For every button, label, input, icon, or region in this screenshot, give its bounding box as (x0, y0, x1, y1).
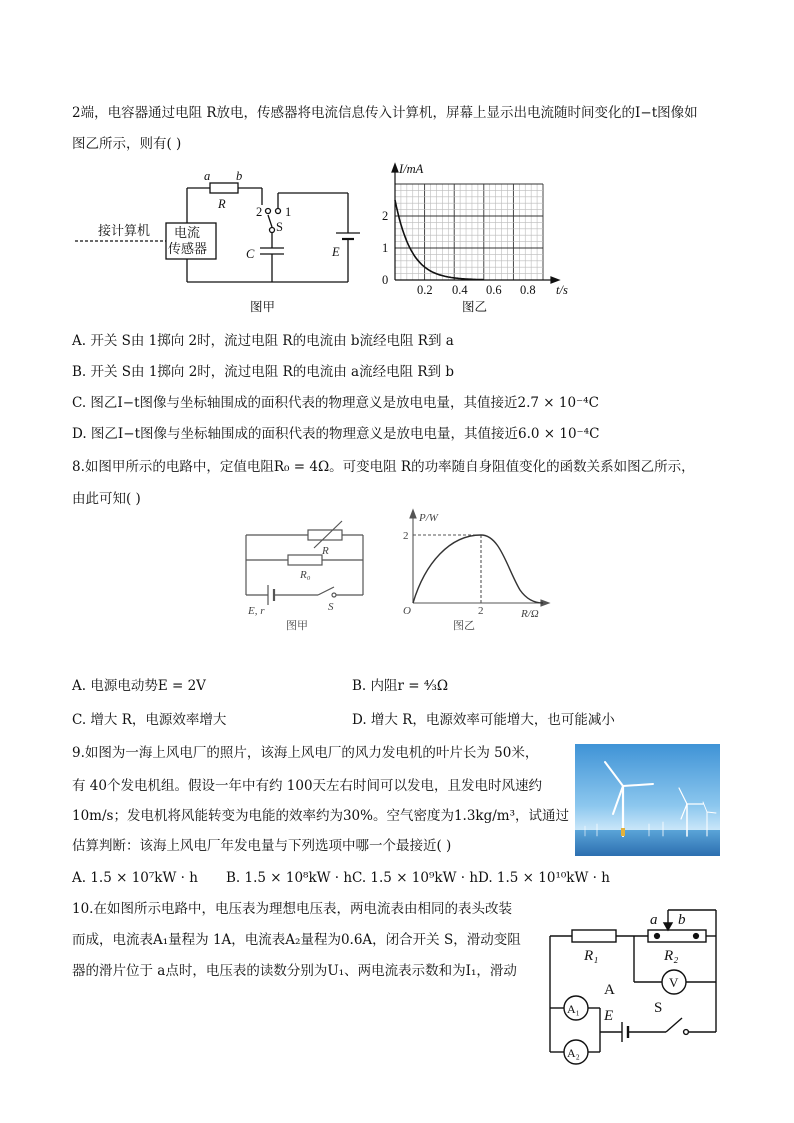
q7-xlabel: t/s (556, 283, 568, 297)
q10-label-b: b (678, 912, 686, 928)
q7-sensor-line2: 传感器 (168, 241, 208, 256)
q8-label-S: S (328, 601, 334, 613)
q7-circuit-diagram (70, 165, 370, 315)
q8-stem-line2: 由此可知( ) (72, 491, 141, 507)
q7-xtick-0.4: 0.4 (452, 283, 468, 297)
q10-ammeter-A2: A₂ (567, 1046, 580, 1060)
q9-stem-line2: 有 40个发电机组。假设一年中有约 100天左右时间可以发电，且发电时风速约 (72, 778, 543, 794)
q7-label-E: E (332, 245, 340, 259)
q8-label-Er: E, r (248, 605, 265, 617)
q8-ylabel: P/W (419, 512, 438, 524)
q8-fig-left-caption: 图甲 (286, 620, 308, 632)
q7-option-a: A. 开关 S由 1掷向 2时，流过电阻 R的电流由 b流经电阻 R到 a (72, 333, 454, 349)
q7-it-graph (370, 160, 590, 300)
q8-option-a: A. 电源电动势E = 2V (72, 678, 206, 694)
q10-label-R2: R₂ (664, 948, 679, 964)
q9-stem-line4: 估算判断：该海上风电厂年发电量与下列选项中哪一个最接近( ) (72, 838, 452, 854)
q10-stem-line2: 而成，电流表A₁量程为 1A，电流表A₂量程为0.6A，闭合开关 S，滑动变阻 (72, 932, 521, 948)
q7-label-R: R (218, 197, 226, 211)
q7-computer-label: 接计算机 (98, 223, 151, 238)
q10-label-S: S (654, 1000, 663, 1016)
q7-ytick-1: 1 (382, 241, 389, 255)
q10-stem-line3: 器的滑片位于 a点时，电压表的读数分别为U₁、两电流表示数和为I₁，滑动 (72, 963, 517, 979)
q10-circuit-diagram (538, 900, 728, 1070)
q8-xtick: 2 (478, 605, 484, 617)
q7-sensor-line1: 电流 (174, 225, 201, 240)
q7-intro-line1: 2端，电容器通过电阻 R放电，传感器将电流信息传入计算机，屏幕上显示出电流随时间变化的I−t图像如 (72, 105, 698, 121)
q7-fig-right-caption: 图乙 (462, 299, 488, 314)
q9-option-c: C. 1.5 × 10⁹kW · h (352, 870, 479, 886)
q7-label-b: b (236, 169, 243, 183)
q7-option-d: D. 图乙I−t图像与坐标轴围成的面积代表的物理意义是放电电量，其值接近6.0 × 10⁻⁴C (72, 426, 600, 442)
q7-option-b: B. 开关 S由 1掷向 2时，流过电阻 R的电流由 a流经电阻 R到 b (72, 364, 454, 380)
q8-circuit-diagram (238, 515, 378, 635)
q7-ylabel: I/mA (399, 162, 424, 176)
q7-ytick-0: 0 (382, 273, 389, 287)
q8-power-graph (395, 508, 555, 633)
q7-intro-line2: 图乙所示，则有( ) (72, 136, 182, 152)
q7-option-c: C. 图乙I−t图像与坐标轴围成的面积代表的物理意义是放电电量，其值接近2.7 × 10⁻⁴C (72, 395, 599, 411)
q8-label-R: R (322, 545, 329, 557)
q9-stem-line1: 9.如图为一海上风电厂的照片，该海上风电厂的风力发电机的叶片长为 50米， (72, 745, 539, 761)
q7-xtick-0.8: 0.8 (520, 283, 536, 297)
q9-option-d: D. 1.5 × 10¹⁰kW · h (478, 870, 610, 886)
q7-label-1: 1 (285, 205, 292, 219)
q8-label-R0: R₀ (300, 569, 311, 581)
q9-stem-line3: 10m/s；发电机将风能转变为电能的效率约为30%。空气密度为1.3kg/m³，试通过 (72, 808, 570, 824)
q7-fig-left-caption: 图甲 (250, 299, 276, 314)
q10-label-a: a (650, 912, 658, 928)
q9-option-b: B. 1.5 × 10⁸kW · h (226, 870, 353, 886)
q10-voltmeter-label: V (669, 975, 679, 990)
q8-option-c: C. 增大 R，电源效率增大 (72, 712, 227, 728)
q8-ytick: 2 (403, 530, 409, 542)
q10-label-E: E (604, 1008, 614, 1024)
q7-label-S: S (276, 220, 283, 234)
q7-label-2: 2 (256, 205, 263, 219)
q8-option-b: B. 内阻r = ⁴⁄₃Ω (352, 678, 449, 694)
q9-option-a: A. 1.5 × 10⁷kW · h (72, 870, 198, 886)
q8-xlabel: R/Ω (521, 608, 539, 620)
wind-farm-photo (575, 744, 720, 856)
q10-ammeter-A1: A₁ (567, 1002, 580, 1016)
q10-label-A: A (604, 982, 615, 998)
q10-stem-line1: 10.在如图所示电路中，电压表为理想电压表，两电流表由相同的表头改装 (72, 901, 512, 917)
q8-option-d: D. 增大 R，电源效率可能增大，也可能减小 (352, 712, 615, 728)
q8-fig-right-caption: 图乙 (453, 620, 475, 632)
q7-ytick-2: 2 (382, 209, 389, 223)
q7-discharge-curve (395, 200, 484, 280)
q7-label-C: C (246, 247, 255, 261)
q7-label-a: a (204, 169, 211, 183)
q7-xtick-0.2: 0.2 (417, 283, 433, 297)
q7-xtick-0.6: 0.6 (486, 283, 502, 297)
q8-origin: O (403, 605, 411, 617)
q10-label-R1: R₁ (584, 948, 599, 964)
q8-stem-line1: 8.如图甲所示的电路中，定值电阻R₀ = 4Ω。可变电阻 R的功率随自身阻值变化的函数关系如图乙所示， (72, 459, 695, 475)
